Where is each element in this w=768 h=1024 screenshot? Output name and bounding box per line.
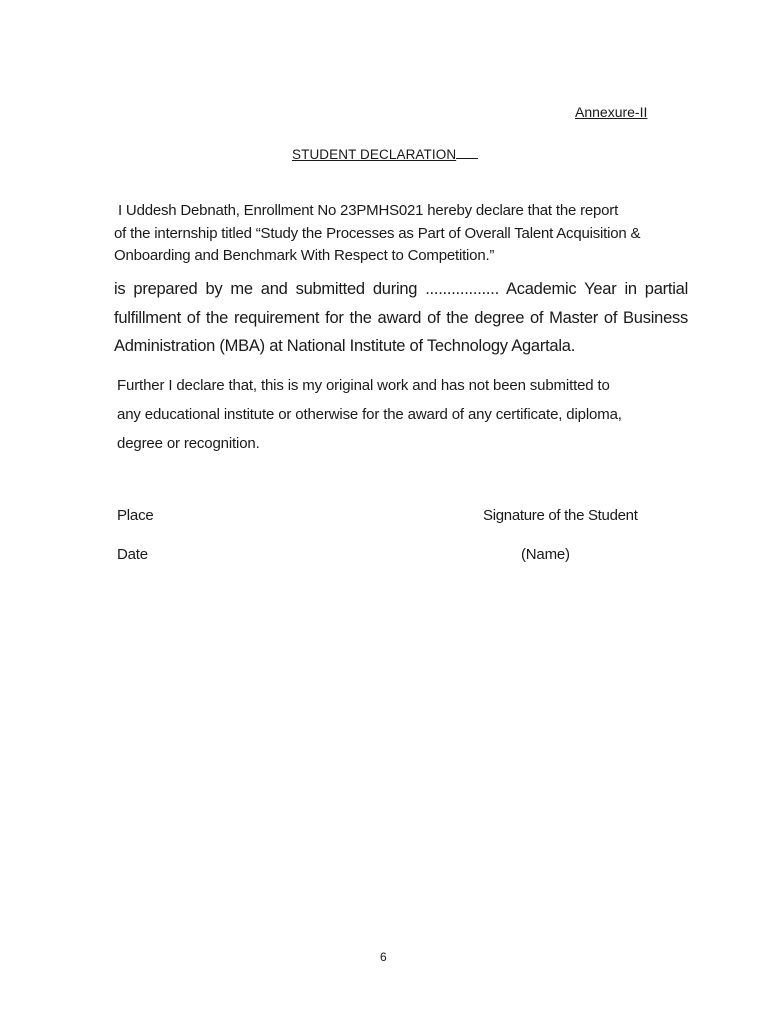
submission-line-2: fulfillment of the requirement for the award of the degree of Master of Business: [114, 308, 688, 327]
intro-line-3: Onboarding and Benchmark With Respect to Competition.”: [114, 247, 495, 264]
originality-line-2: any educational institute or otherwise for the award of any certificate, diploma,: [117, 406, 622, 423]
title-text: STUDENT DECLARATION: [292, 147, 457, 162]
place-label: Place: [117, 507, 154, 524]
intro-line-2: of the internship titled “Study the Processes as Part of Overall Talent Acquisition &: [114, 224, 641, 242]
intro-line-1: I Uddesh Debnath, Enrollment No 23PMHS021 hereby declare that the report: [118, 202, 619, 219]
annexure-label: Annexure-II: [575, 104, 648, 120]
page-number: 6: [380, 950, 387, 964]
declaration-paragraph-originality: [117, 371, 622, 458]
originality-line-3: degree or recognition.: [117, 435, 260, 452]
date-label: Date: [117, 546, 148, 563]
page-title: [292, 147, 478, 162]
declaration-paragraph-intro: [114, 200, 640, 268]
originality-line-1: Further I declare that, this is my original work and has not been submitted to: [117, 377, 610, 394]
submission-line-3: Administration (MBA) at National Institute of Technology Agartala.: [114, 337, 576, 355]
name-label: (Name): [521, 546, 570, 563]
declaration-paragraph-submission: [114, 275, 688, 361]
submission-line-1: is prepared by me and submitted during ................. Academic Year in partial: [114, 280, 688, 298]
title-underline-pad: [456, 148, 478, 159]
signature-label: Signature of the Student: [483, 507, 638, 524]
